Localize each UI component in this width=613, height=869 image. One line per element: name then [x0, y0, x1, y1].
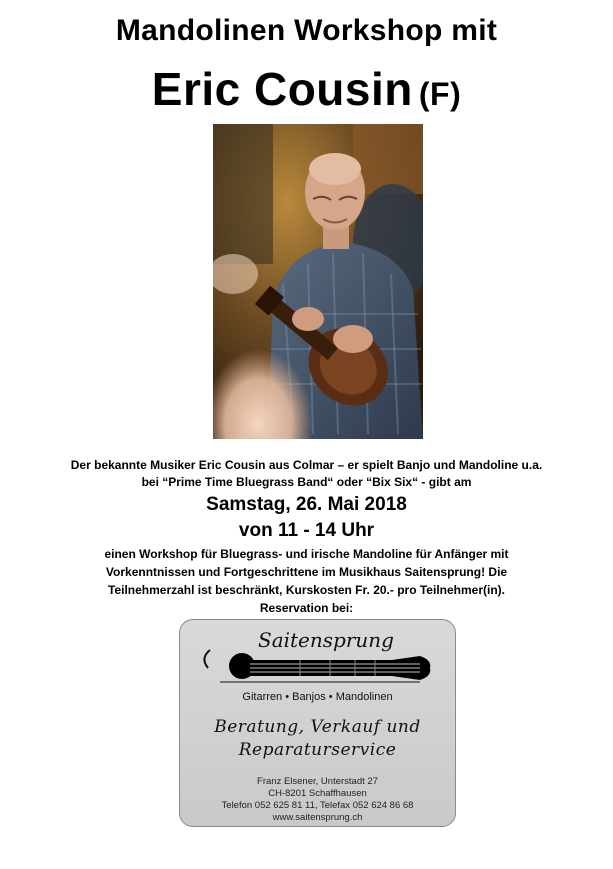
business-card [179, 619, 456, 827]
desc-line-1: einen Workshop für Bluegrass- und irische Mandoline für Anfänger mit [104, 547, 509, 561]
title-name [0, 62, 613, 116]
card-address-line-1: Franz Elsener, Unterstadt 27 [257, 776, 378, 787]
logo-text: Saitensprung [258, 628, 394, 652]
performer-name: Eric Cousin [151, 63, 413, 115]
desc-line-3: Teilnehmerzahl ist beschränkt, Kurskosten Fr. 20.- pro Teilnehmer(in). [108, 583, 505, 597]
intro-line-1: Der bekannte Musiker Eric Cousin aus Colmar – er spielt Banjo und Mandoline u.a. [70, 458, 543, 472]
card-categories: Gitarren • Banjos • Mandolinen [242, 691, 393, 703]
desc-line-2: Vorkenntnissen und Fortgeschrittene im Musikhaus Saitensprung! Die [105, 565, 508, 579]
event-date: Samstag, 26. Mai 2018 [206, 494, 407, 515]
title-line-1: Mandolinen Workshop mit [115, 14, 498, 47]
card-address [180, 776, 455, 824]
performer-country: (F) [418, 76, 462, 112]
card-phone: Telefon 052 625 81 11, Telefax 052 624 86 68 [221, 800, 414, 811]
card-slogan-line-2: Reparaturservice [238, 740, 397, 760]
performer-photo [213, 124, 423, 439]
card-website: www.saitensprung.ch [272, 812, 363, 823]
event-time: von 11 - 14 Uhr [238, 520, 375, 541]
card-slogan [180, 716, 455, 762]
card-slogan-line-1: Beratung, Verkauf und [214, 717, 421, 737]
reservation-label: Reservation bei: [259, 601, 354, 615]
intro-line-2: bei “Prime Time Bluegrass Band“ oder “Bix Six“ - gibt am [141, 475, 472, 489]
card-address-line-2: CH-8201 Schaffhausen [268, 788, 367, 799]
